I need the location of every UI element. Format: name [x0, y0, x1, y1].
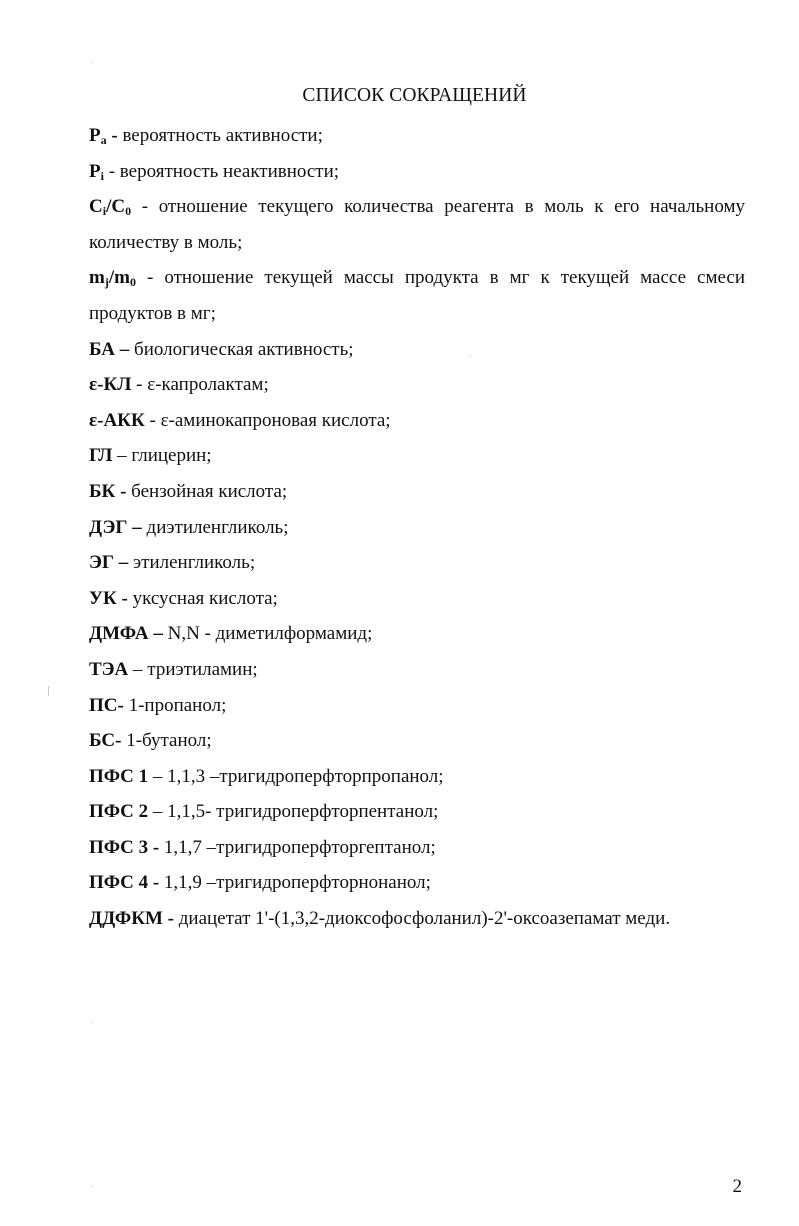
definition: диацетат 1'-(1,3,2-диоксофосфоланил)-2'-оксоазепамат меди. [178, 908, 671, 930]
separator: – [115, 338, 135, 360]
abbreviation: ДДФКМ [89, 908, 163, 930]
separator: – [148, 765, 168, 787]
abbreviation: БА [89, 338, 116, 360]
separator: – [127, 516, 147, 538]
definition: 1,1,3 –тригидроперфторпропанол; [167, 765, 444, 787]
separator: - [131, 196, 159, 218]
definition: этиленгликоль; [132, 552, 256, 574]
list-item [89, 332, 745, 368]
abbreviation: $m_j/m_0$ [89, 267, 136, 290]
list-item [89, 189, 745, 260]
definition: ε-аминокапроновая кислота; [160, 409, 391, 431]
definition: 1-бутанол; [126, 730, 212, 752]
definition: 1,1,9 –тригидроперфторнонанол; [163, 872, 431, 894]
definition: уксусная кислота; [132, 587, 278, 609]
separator: - [148, 872, 164, 894]
definition: вероятность неактивности; [119, 160, 340, 182]
list-item [89, 403, 745, 439]
separator: - [135, 267, 165, 289]
list-item [89, 474, 745, 510]
list-item [89, 510, 745, 546]
separator: - [116, 587, 133, 609]
list-item [89, 581, 745, 617]
definition: триэтиламин; [147, 658, 258, 680]
abbreviation-list [89, 118, 745, 937]
definition: биологическая активность; [134, 338, 354, 360]
abbreviation: ТЭА [89, 658, 129, 680]
page-title: СПИСОК СОКРАЩЕНИЙ [302, 85, 527, 106]
definition: отношение текущего количества реагента в моль к его начальному количеству в моль; [89, 196, 745, 253]
separator: – [113, 552, 133, 574]
separator: - [162, 908, 179, 930]
scan-speck [48, 686, 49, 696]
separator: – [112, 445, 132, 467]
abbreviation: ПФС 4 [89, 872, 149, 894]
separator: - [103, 160, 120, 182]
abbreviation: БК [89, 480, 116, 502]
list-item [89, 616, 745, 652]
list-item [89, 759, 745, 795]
separator: - [117, 694, 129, 716]
separator: - [148, 836, 164, 858]
scan-speck [470, 355, 471, 356]
page-number: 2 [732, 1176, 742, 1197]
separator: - [106, 125, 123, 146]
list-item [89, 118, 745, 154]
separator: – [148, 801, 168, 823]
abbreviation: ε-АКК [89, 409, 145, 431]
scan-speck [92, 1186, 93, 1187]
definition: диэтиленгликоль; [146, 516, 289, 538]
list-item [89, 688, 745, 724]
separator: – [128, 658, 148, 680]
definition: отношение текущей массы продукта в мг к текущей массе смеси продуктов в мг; [89, 267, 746, 324]
definition: 1-пропанол; [128, 694, 227, 716]
separator: - [144, 409, 161, 431]
definition: N,N - диметилформамид; [167, 623, 373, 645]
list-item [89, 865, 745, 901]
abbreviation: ПФС 3 [89, 836, 149, 858]
definition: 1,1,5- тригидроперфторпентанол; [167, 801, 439, 823]
abbreviation: $P_a$ [89, 125, 107, 147]
separator: - [131, 374, 148, 396]
abbreviation: ε-КЛ [89, 374, 132, 396]
list-item [89, 438, 745, 474]
list-item [89, 723, 745, 759]
list-item [89, 367, 745, 403]
separator: - [115, 480, 132, 502]
abbreviation: ПФС 1 [89, 765, 149, 787]
scan-speck [92, 1022, 93, 1023]
definition: вероятность активности; [122, 125, 323, 146]
definition: 1,1,7 –тригидроперфторгептанол; [163, 836, 436, 858]
abbreviation: ДЭГ [89, 516, 128, 538]
list-item [89, 830, 745, 866]
list-item [89, 260, 745, 331]
abbreviation: ЭГ [89, 552, 114, 574]
list-item [89, 794, 745, 830]
definition: ε-капролактам; [147, 374, 269, 396]
abbreviation: ДМФА [89, 623, 149, 645]
abbreviation: $P_i$ [89, 160, 104, 183]
separator: – [148, 623, 168, 645]
definition: глицерин; [131, 445, 212, 467]
abbreviation: $C_i/C_0$ [89, 196, 132, 219]
list-item [89, 652, 745, 688]
list-item [89, 154, 745, 190]
abbreviation: ПФС 2 [89, 801, 149, 823]
list-item [89, 901, 745, 937]
abbreviation: ГЛ [89, 445, 113, 467]
scan-speck [92, 62, 93, 63]
abbreviation: УК [89, 587, 117, 609]
abbreviation: ПС [89, 694, 118, 716]
definition: бензойная кислота; [131, 480, 288, 502]
list-item [89, 545, 745, 581]
separator: - [115, 730, 127, 752]
abbreviation: БС [89, 730, 116, 752]
